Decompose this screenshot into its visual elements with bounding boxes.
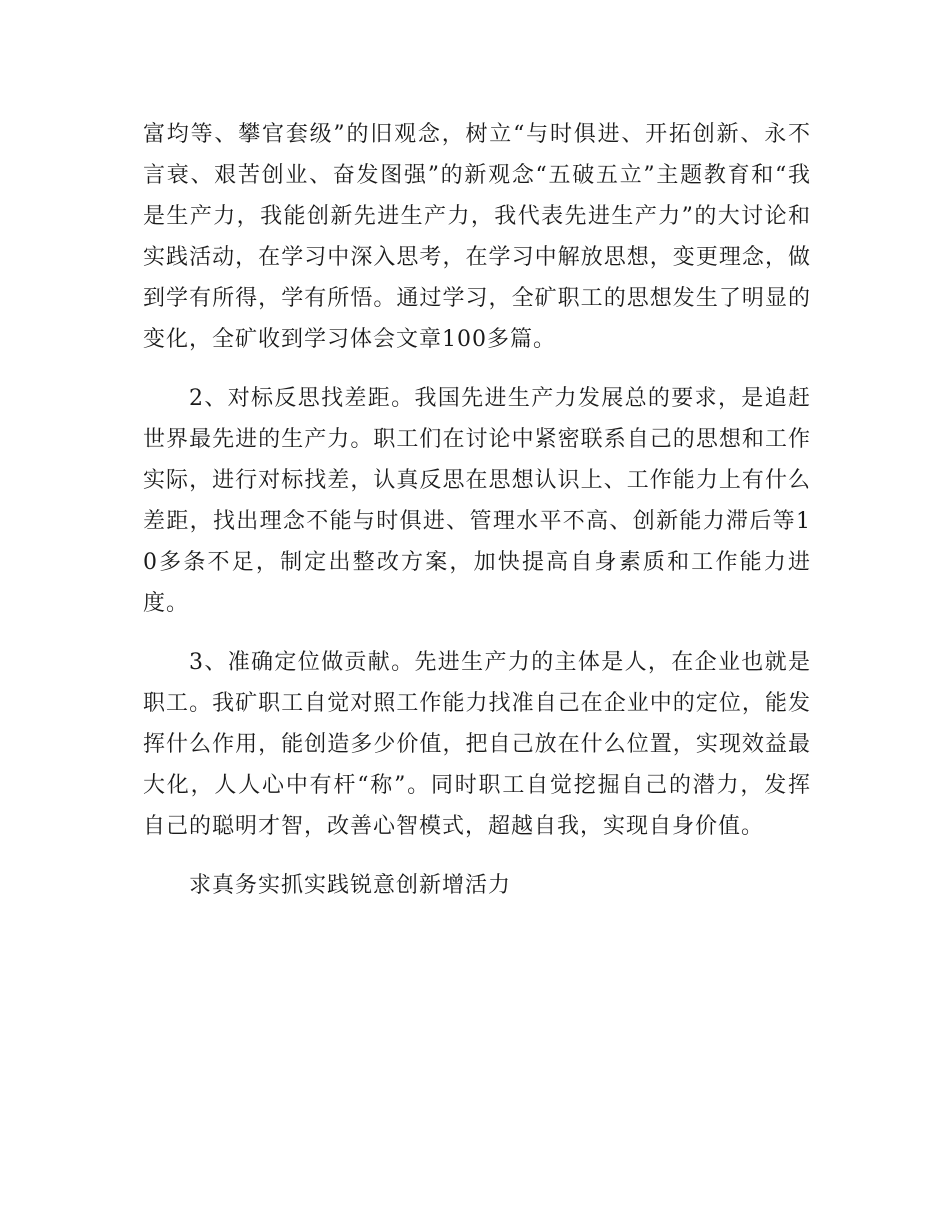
section-heading: 求真务实抓实践锐意创新增活力: [189, 873, 512, 898]
paragraph-benchmark-reflection: 2、对标反思找差距。我国先进生产力发展总的要求，是追赶世界最先进的生产力。职工们在讨论中紧密联系自己的思想和工作实际，进行对标找差，认真反思在思想认识上、工作能力上有什么差距，找出理念不能与时俱进、管理水平不高、创新能力滞后等10多条不足，制定出整改方案，加快提高自身素质和工作能力进度。: [143, 386, 811, 616]
paragraph-continuation: 富均等、攀官套级”的旧观念，树立“与时俱进、开拓创新、永不言衰、艰苦创业、奋发图强”的新观念“五破五立”主题教育和“我是生产力，我能创新先进生产力，我代表先进生产力”的大讨论和实践活动，在学习中深入思考，在学习中解放思想，变更理念，做到学有所得，学有所悟。通过学习，全矿职工的思想发生了明显的变化，全矿收到学习体会文章100多篇。: [143, 122, 811, 352]
document-body: [143, 114, 811, 924]
paragraph-accurate-positioning: 3、准确定位做贡献。先进生产力的主体是人，在企业也就是职工。我矿职工自觉对照工作能力找准自己在企业中的定位，能发挥什么作用，能创造多少价值，把自己放在什么位置，实现效益最大化，人人心中有杆“称”。同时职工自觉挖掘自己的潜力，发挥自己的聪明才智，改善心智模式，超越自我，实现自身价值。: [143, 650, 811, 839]
